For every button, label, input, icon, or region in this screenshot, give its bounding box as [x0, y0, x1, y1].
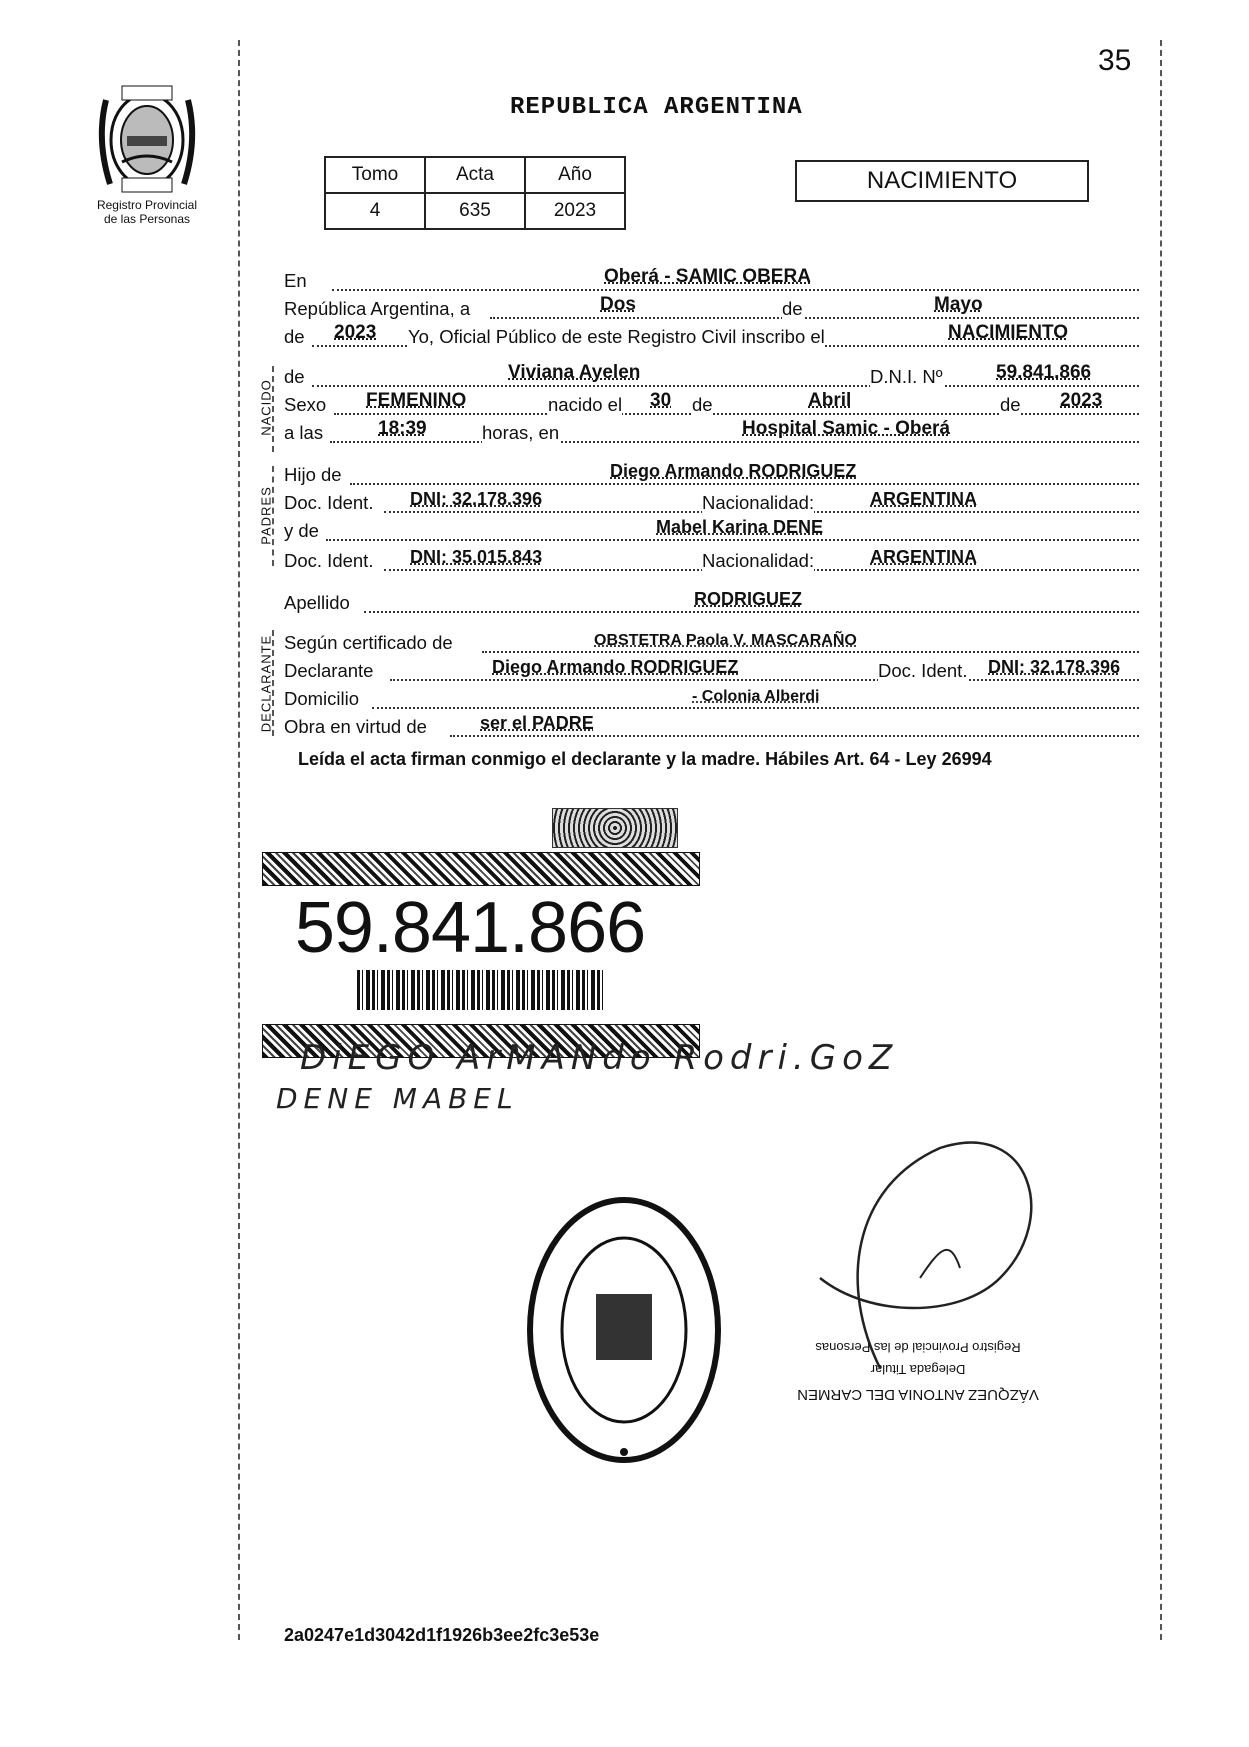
label-domicilio: Domicilio — [284, 688, 360, 709]
label-doc-father: Doc. Ident. — [284, 492, 374, 513]
security-hologram — [552, 808, 678, 848]
value-mother-name: Mabel Karina DENE — [656, 517, 824, 537]
value-place: Oberá - SAMIC OBERA — [604, 266, 811, 287]
value-sex: FEMENINO — [366, 390, 467, 411]
label-segun: Según certificado de — [284, 632, 453, 653]
stamp-official-name: VÁZQUEZ ANTONIA DEL CARMEN — [797, 1386, 1039, 1403]
barcode-number: 59.841.866 — [294, 888, 646, 968]
label-apellido: Apellido — [284, 592, 350, 613]
barcode-block — [262, 852, 698, 1058]
value-birth-month: Abril — [808, 390, 852, 411]
label-hijo: Hijo de — [284, 464, 342, 485]
document-hash: 2a0247e1d3042d1f1926b3ee2fc3e53e — [284, 1625, 600, 1645]
handwritten-mother-name: DENE MABEL — [276, 1082, 519, 1115]
value-tomo: 4 — [325, 193, 425, 229]
label-de-year: de — [284, 326, 305, 347]
header-acta: Acta — [425, 157, 525, 193]
label-yde: y de — [284, 520, 319, 541]
label-sexo: Sexo — [284, 394, 327, 415]
line-capacity — [284, 712, 1139, 740]
official-round-stamp — [524, 1194, 724, 1466]
line-year — [284, 322, 1139, 350]
emblem-label-1: Registro Provincial — [96, 198, 198, 212]
value-certificate: OBSTETRA Paola V. MASCARAÑO — [594, 632, 857, 649]
page-number: 35 — [1098, 44, 1132, 77]
label-de-name: de — [284, 366, 305, 387]
line-address — [284, 684, 1139, 712]
value-acta: 635 — [425, 193, 525, 229]
label-de-month: de — [782, 298, 803, 319]
label-yo: Yo, Oficial Público de este Registro Civil inscribo el — [408, 326, 825, 347]
label-declarante: DECLARANTE — [258, 634, 274, 733]
registry-table — [324, 156, 626, 230]
label-doc-mother: Doc. Ident. — [284, 550, 374, 571]
label-nacido-el: nacido el — [548, 394, 623, 415]
label-nacido: NACIDO — [258, 379, 274, 436]
left-margin-line — [238, 40, 240, 1640]
label-rep: República Argentina, a — [284, 298, 471, 319]
line-declarant — [284, 656, 1139, 684]
header-anio: Año — [525, 157, 625, 193]
label-padres: PADRES — [258, 486, 274, 545]
line-certificate — [284, 628, 1139, 656]
label-declarante: Declarante — [284, 660, 374, 681]
closing-note: Leída el acta firman conmigo el declarante y la madre. Hábiles Art. 64 - Ley 26994 — [298, 749, 992, 769]
value-child-dni: 59.841.866 — [996, 362, 1092, 383]
label-de-bmonth: de — [692, 394, 713, 415]
security-band-top — [262, 852, 700, 886]
label-de-byear: de — [1000, 394, 1021, 415]
line-father-doc — [284, 488, 1139, 516]
value-father-name: Diego Armando RODRIGUEZ — [610, 461, 857, 481]
line-time-place — [284, 418, 1139, 446]
label-las: a las — [284, 422, 324, 443]
header-tomo: Tomo — [325, 157, 425, 193]
label-nac-mother: Nacionalidad: — [702, 550, 815, 571]
value-child-name: Viviana Ayelen — [508, 362, 641, 383]
value-birth-time: 18:39 — [378, 418, 427, 439]
value-address: - Colonia Alberdi — [692, 688, 820, 705]
value-birth-day: 30 — [650, 390, 672, 411]
line-child-name — [284, 362, 1139, 390]
line-date — [284, 294, 1139, 322]
value-surname: RODRIGUEZ — [694, 589, 802, 609]
line-mother — [284, 516, 1139, 544]
label-en: En — [284, 270, 307, 291]
label-nac-father: Nacionalidad: — [702, 492, 815, 513]
registry-emblem — [84, 80, 210, 226]
value-birth-year: 2023 — [1060, 390, 1103, 411]
value-mother-nationality: ARGENTINA — [870, 547, 977, 567]
value-capacity: ser el PADRE — [480, 713, 594, 733]
record-type-box: NACIMIENTO — [795, 160, 1089, 202]
coat-of-arms-icon — [92, 80, 202, 198]
label-horas: horas, en — [482, 422, 560, 443]
value-day: Dos — [600, 294, 636, 315]
stamp-seal-icon — [524, 1194, 724, 1466]
right-margin-line — [1160, 40, 1162, 1640]
barcode-icon — [357, 970, 603, 1010]
value-birth-place: Hospital Samic - Oberá — [742, 418, 951, 439]
value-father-nationality: ARGENTINA — [870, 489, 977, 509]
line-sex-birth — [284, 390, 1139, 418]
value-anio: 2023 — [525, 193, 625, 229]
value-father-doc: DNI: 32.178.396 — [410, 489, 543, 509]
line-place — [284, 266, 1139, 294]
emblem-label-2: de las Personas — [103, 212, 191, 226]
value-declarant: Diego Armando RODRIGUEZ — [492, 657, 739, 677]
handwritten-father-name: DiEGO ArMANdo Rodri.GoZ — [300, 1038, 899, 1078]
value-mother-doc: DNI: 35.015.843 — [410, 547, 543, 567]
value-record: NACIMIENTO — [948, 322, 1068, 343]
line-mother-doc — [284, 546, 1139, 574]
value-declarant-doc: DNI: 32.178.396 — [988, 657, 1121, 677]
country-title: REPUBLICA ARGENTINA — [510, 94, 803, 121]
label-dni: D.N.I. Nº — [870, 366, 943, 387]
stamp-official-registry: Registro Provincial de las Personas — [815, 1340, 1021, 1355]
value-month: Mayo — [934, 294, 983, 315]
line-surname — [284, 588, 1139, 616]
label-doc-declarant: Doc. Ident. — [878, 660, 968, 681]
line-father — [284, 460, 1139, 488]
label-obra: Obra en virtud de — [284, 716, 427, 737]
stamp-official-title: Delegada Titular — [870, 1362, 966, 1377]
value-year: 2023 — [334, 322, 377, 343]
